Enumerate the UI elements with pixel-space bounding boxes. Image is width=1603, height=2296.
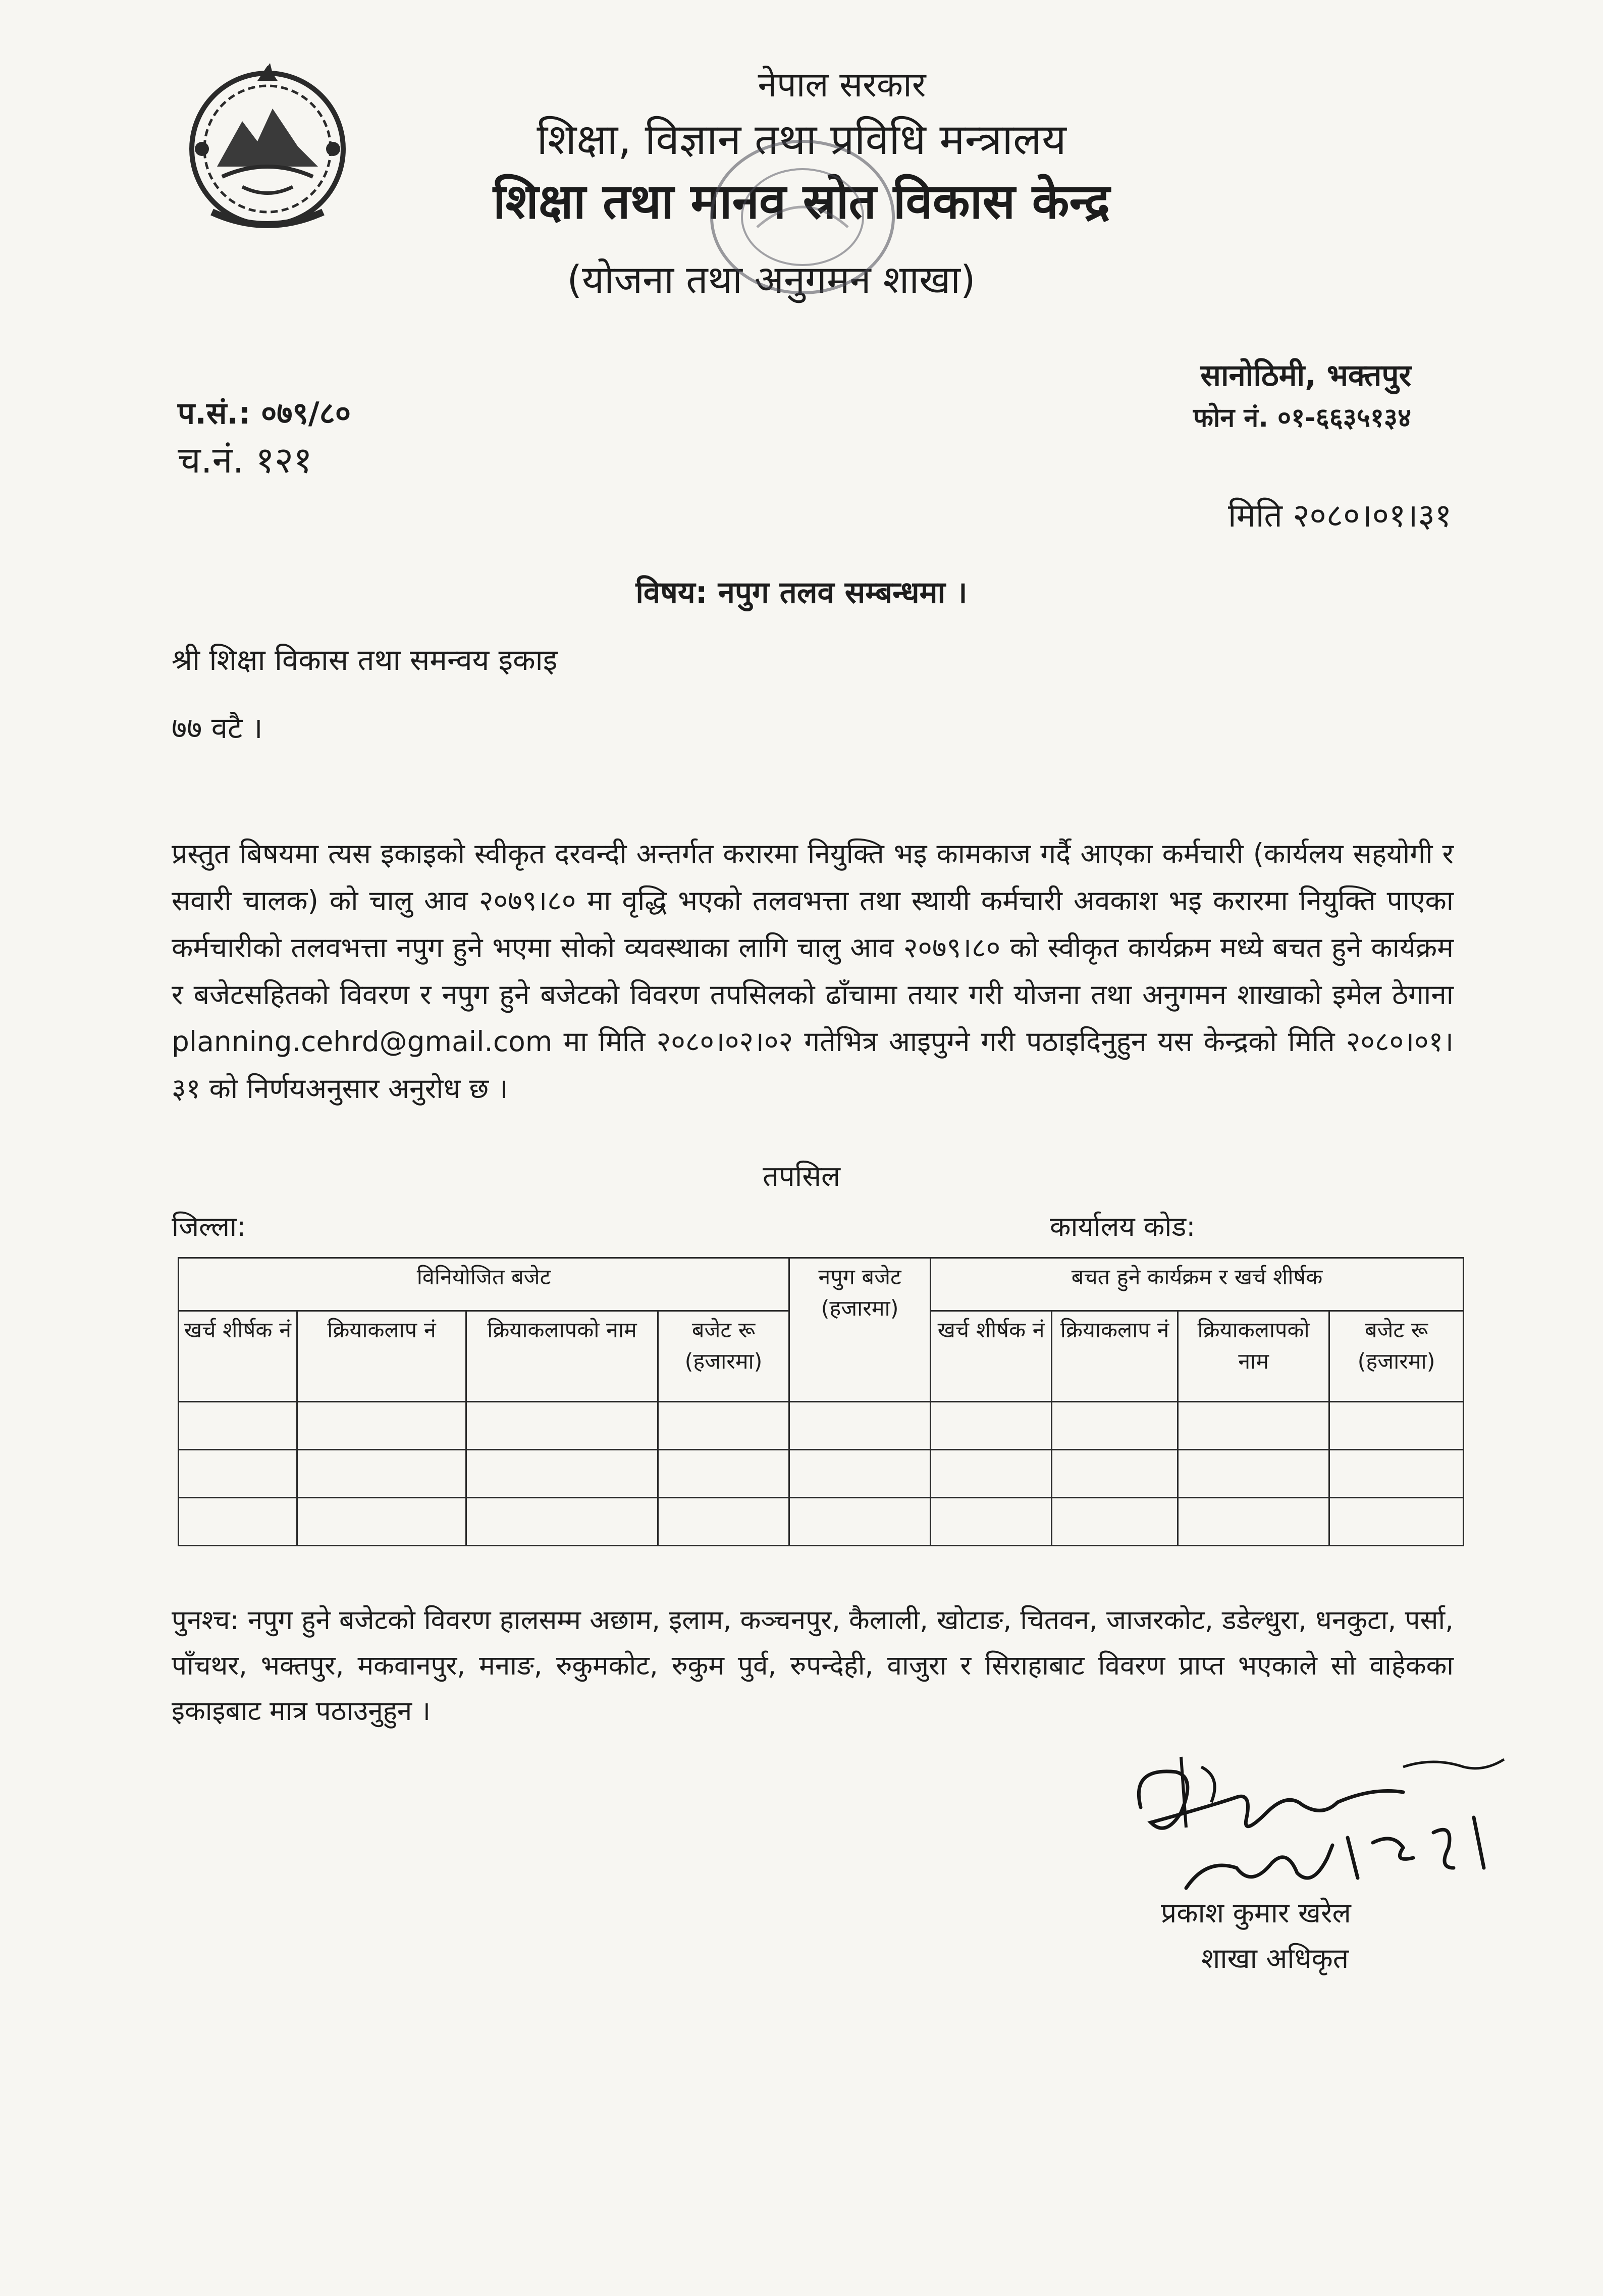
table-cell[interactable] bbox=[658, 1450, 789, 1498]
office-stamp-icon bbox=[702, 126, 903, 308]
table-cell[interactable] bbox=[1178, 1450, 1329, 1498]
table-row bbox=[179, 1402, 1464, 1450]
budget-table bbox=[178, 1257, 1464, 1546]
allocated-col-activity-no: क्रियाकलाप नं bbox=[297, 1311, 466, 1402]
table-cell[interactable] bbox=[1178, 1498, 1329, 1546]
table-cell[interactable] bbox=[1178, 1402, 1329, 1450]
table-cell[interactable] bbox=[1052, 1498, 1178, 1546]
table-cell[interactable] bbox=[179, 1498, 297, 1546]
table-cell[interactable] bbox=[1052, 1450, 1178, 1498]
branch-name: (योजना तथा अनुगमन शाखा) bbox=[567, 257, 976, 302]
table-cell[interactable] bbox=[297, 1402, 466, 1450]
table-cell[interactable] bbox=[789, 1450, 931, 1498]
saving-program-header: बचत हुने कार्यक्रम र खर्च शीर्षक bbox=[931, 1258, 1464, 1311]
dispatch-number: च.नं. १२१ bbox=[178, 439, 312, 481]
table-cell[interactable] bbox=[789, 1498, 931, 1546]
table-row bbox=[179, 1498, 1464, 1546]
table-row bbox=[179, 1450, 1464, 1498]
signature-icon bbox=[1120, 1737, 1524, 1903]
table-cell[interactable] bbox=[1329, 1498, 1464, 1546]
table-cell[interactable] bbox=[931, 1498, 1052, 1546]
letter-body: प्रस्तुत बिषयमा त्यस इकाइको स्वीकृत दरवन्दी अन्तर्गत करारमा नियुक्ति भइ कामकाज गर्दै आएका कर्मचारी (कार्यलय सहयोगी र सवारी चालक) को चालु आव २०७९।८० मा वृद्धि भएको तलवभत्ता तथा स्थायी कर्मचारी अवकाश भइ करारमा नियुक्ति पाएका कर्मचारीको तलवभत्ता नपुग हुने भएमा सोको व्यवस्थाका लागि चालु आव २०७९।८० को स्वीकृत कार्यक्रम मध्ये बचत हुने कार्यक्रम र बजेटसहितको विवरण र नपुग हुने बजेटको विवरण तपसिलको ढाँचामा तयार गरी योजना तथा अनुगमन शाखाको इमेल ठेगाना planning.cehrd@gmail.com मा मिति २०८०।०२।०२ गतेभित्र आइपुग्ने गरी पठाइदिनुहुन यस केन्द्रको मिति २०८०।०१।३१ को निर्णयअनुसार अनुरोध छ । bbox=[172, 838, 1454, 1105]
postscript-note: पुनश्च: नपुग हुने बजेटको विवरण हालसम्म अछाम, इलाम, कञ्चनपुर, कैलाली, खोटाङ, चितवन, जाजरकोट, डडेल्धुरा, धनकुटा, पर्सा, पाँचथर, भक्तपुर, मकवानपुर, मनाङ, रुकुमकोट, रुकुम पुर्व, रुपन्देही, वाजुरा र सिराहाबाट विवरण प्राप्त भएकाले सो वाहेकका इकाइबाट मात्र पठाउनुहुन । bbox=[172, 1605, 1454, 1727]
letter-date: मिति २०८०।०१।३१ bbox=[1228, 497, 1452, 535]
saving-col-activity-no: क्रियाकलाप नं bbox=[1052, 1311, 1178, 1402]
center-name: शिक्षा तथा मानव स्रोत विकास केन्द्र bbox=[493, 173, 1110, 230]
table-cell[interactable] bbox=[658, 1402, 789, 1450]
shortfall-budget-header: नपुग बजेट (हजारमा) bbox=[789, 1258, 931, 1402]
allocated-budget-header: विनियोजित बजेट bbox=[179, 1258, 789, 1311]
letter-number: प.सं.: ०७९/८० bbox=[178, 396, 351, 431]
table-cell[interactable] bbox=[179, 1402, 297, 1450]
office-address: सानोठिमी, भक्तपुर bbox=[1200, 358, 1411, 393]
table-cell[interactable] bbox=[1052, 1402, 1178, 1450]
government-name: नेपाल सरकार bbox=[758, 65, 926, 105]
saving-col-activity-name: क्रियाकलापको नाम bbox=[1178, 1311, 1329, 1402]
table-cell[interactable] bbox=[179, 1450, 297, 1498]
saving-col-budget: बजेट रू (हजारमा) bbox=[1329, 1311, 1464, 1402]
allocated-col-expense-head: खर्च शीर्षक नं bbox=[179, 1311, 297, 1402]
allocated-col-budget: बजेट रू (हजारमा) bbox=[658, 1311, 789, 1402]
office-phone: फोन नं. ०१-६६३५१३४ bbox=[1193, 403, 1411, 433]
addressee-line-2: ७७ वटै । bbox=[172, 711, 263, 745]
allocated-col-activity-name: क्रियाकलापको नाम bbox=[466, 1311, 658, 1402]
table-cell[interactable] bbox=[789, 1402, 931, 1450]
table-cell[interactable] bbox=[1329, 1402, 1464, 1450]
table-cell[interactable] bbox=[1329, 1450, 1464, 1498]
saving-col-expense-head: खर्च शीर्षक नं bbox=[931, 1311, 1052, 1402]
office-code-label: कार्यालय कोड: bbox=[1050, 1211, 1196, 1242]
schedule-heading: तपसिल bbox=[762, 1160, 841, 1193]
table-cell[interactable] bbox=[297, 1498, 466, 1546]
ministry-name: शिक्षा, विज्ञान तथा प्रविधि मन्त्रालय bbox=[537, 115, 1066, 164]
table-cell[interactable] bbox=[658, 1498, 789, 1546]
district-label: जिल्ला: bbox=[172, 1211, 246, 1242]
table-cell[interactable] bbox=[466, 1450, 658, 1498]
table-cell[interactable] bbox=[466, 1498, 658, 1546]
signatory-title: शाखा अधिकृत bbox=[1201, 1942, 1349, 1974]
table-cell[interactable] bbox=[297, 1450, 466, 1498]
addressee-line-1: श्री शिक्षा विकास तथा समन्वय इकाइ bbox=[172, 643, 558, 677]
table-cell[interactable] bbox=[931, 1402, 1052, 1450]
table-cell[interactable] bbox=[931, 1450, 1052, 1498]
signatory-name: प्रकाश कुमार खरेल bbox=[1161, 1897, 1351, 1929]
letter-subject: विषय: नपुग तलव सम्बन्धमा । bbox=[635, 575, 968, 610]
table-cell[interactable] bbox=[466, 1402, 658, 1450]
